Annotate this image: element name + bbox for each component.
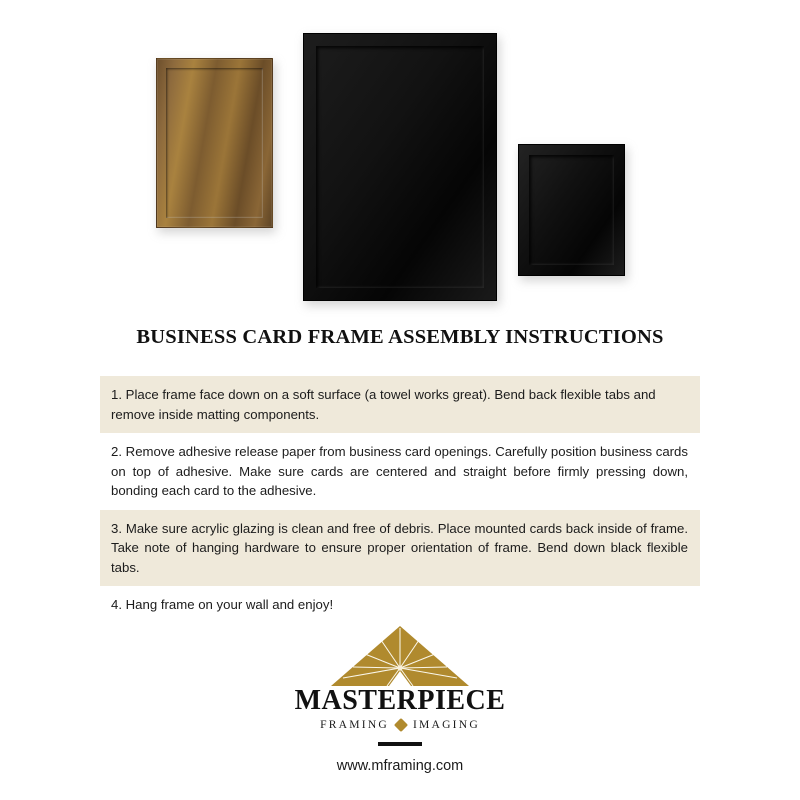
instruction-step-3 [100, 510, 700, 587]
diamond-icon [394, 717, 408, 731]
instruction-step-1 [100, 376, 700, 433]
footer-divider [378, 742, 422, 746]
wood-frame-3-opening [156, 58, 273, 228]
footer-url[interactable]: www.mframing.com [336, 758, 464, 774]
instruction-step-2 [100, 433, 700, 510]
black-frame-10-opening [303, 33, 497, 301]
instruction-step-4 [100, 586, 700, 624]
masterpiece-chevron-mark [329, 624, 471, 688]
product-photo-group [0, 0, 800, 312]
logo-tagline [0, 718, 800, 731]
logo-wordmark: MASTERPIECE [294, 685, 506, 716]
brand-logo [0, 624, 800, 731]
black-frame-1-opening [518, 144, 625, 276]
black-frame-bevel [529, 155, 614, 265]
instruction-step-4-text: 4. Hang frame on your wall and enjoy! [111, 597, 334, 612]
page-title: BUSINESS CARD FRAME ASSEMBLY INSTRUCTIONS [136, 326, 664, 348]
wood-frame-bevel [166, 68, 263, 218]
instruction-list [100, 376, 700, 624]
logo-tagline-framing: FRAMING [320, 718, 389, 731]
instruction-step-3-text: 3. Make sure acrylic glazing is clean and free of debris. Place mounted cards back inside of frame. Take note of hanging hardware to ensure proper orientation of frame. Bend down black flexible tabs. [111, 520, 688, 575]
black-frame-bevel [316, 46, 484, 288]
instruction-step-2-text: 2. Remove adhesive release paper from business card openings. Carefully position business cards on top of adhesive. Make sure cards are centered and straight before firmly pressing down, bonding each card to the adhesive. [111, 444, 688, 498]
logo-tagline-imaging: IMAGING [412, 718, 480, 731]
instruction-step-1-text: 1. Place frame face down on a soft surface (a towel works great). Bend back flexible tabs and remove inside matting components. [111, 387, 656, 422]
